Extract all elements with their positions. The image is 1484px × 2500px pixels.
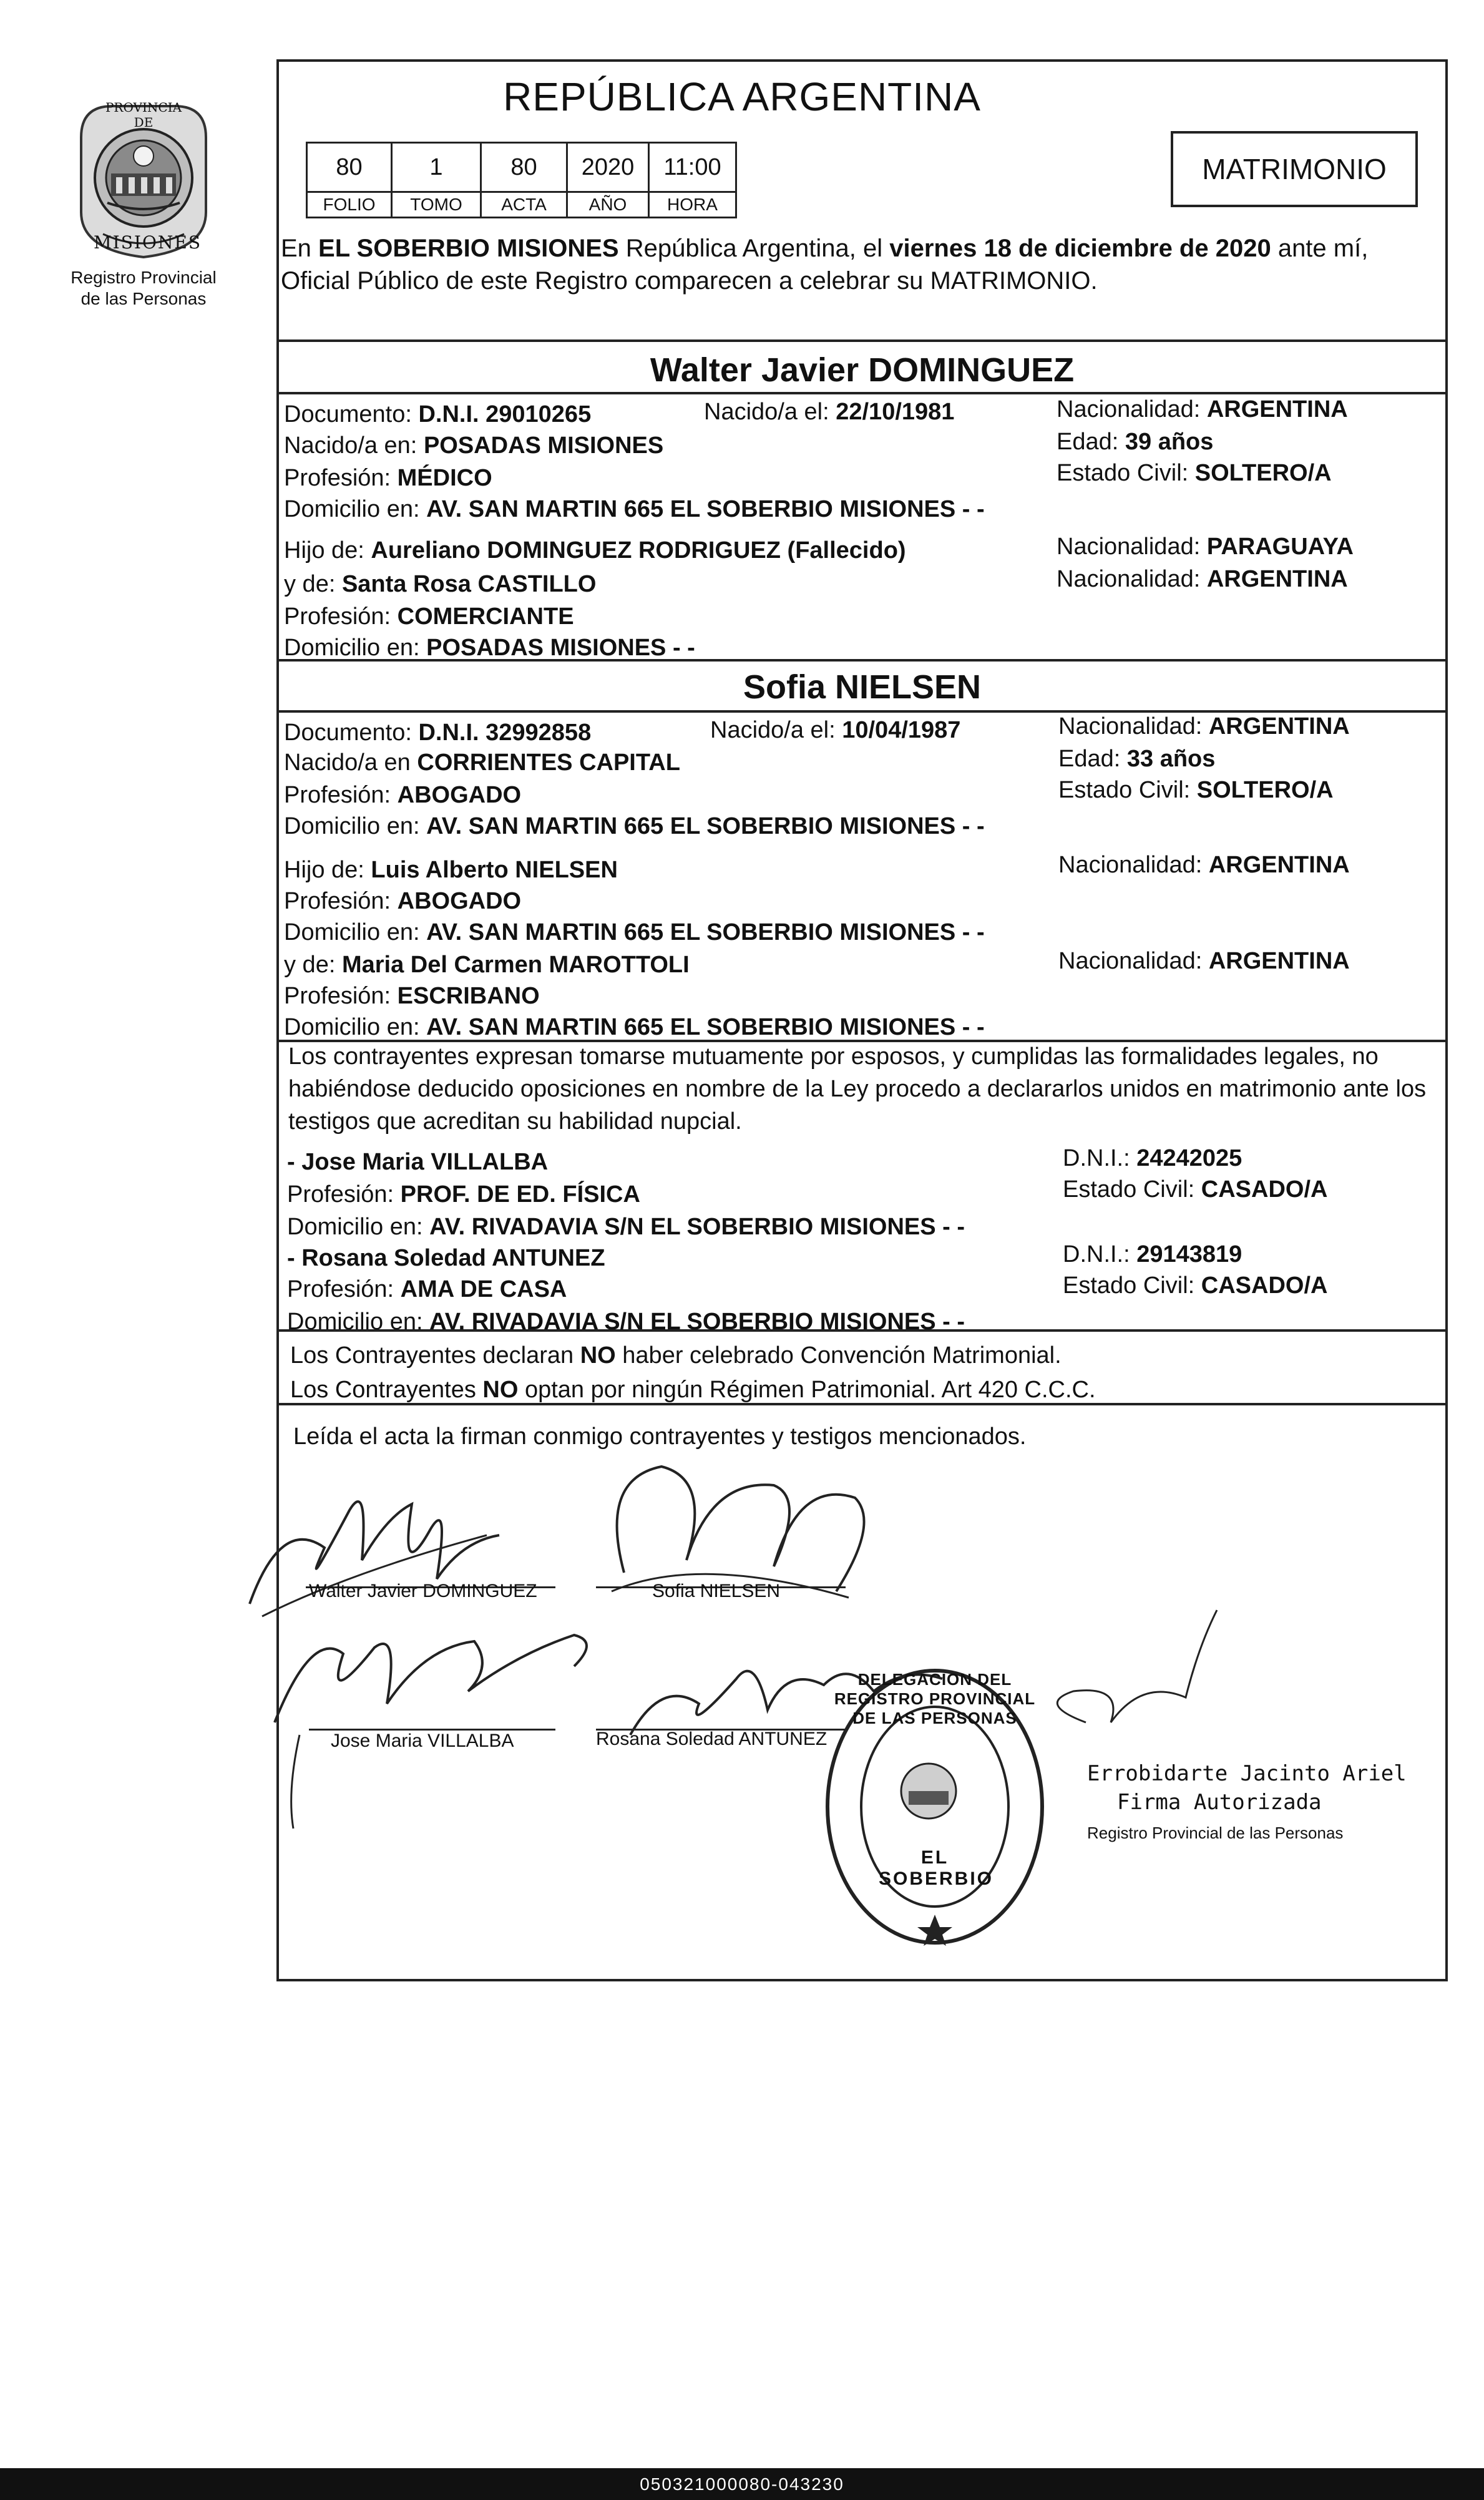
groom-nationality: Nacionalidad: ARGENTINA bbox=[1057, 396, 1348, 422]
tomo-value: 1 bbox=[392, 143, 481, 192]
acta-label: ACTA bbox=[481, 192, 567, 218]
bride-age: Edad: 33 años bbox=[1058, 746, 1216, 772]
handwritten-signatures bbox=[225, 1442, 1223, 1841]
registry-table bbox=[306, 142, 737, 218]
intro-date: viernes 18 de diciembre de 2020 bbox=[889, 235, 1271, 262]
stamp-ring-text: DELEGACION DEL REGISTRO PROVINCIAL DE LAS PERSONAS bbox=[834, 1670, 1036, 1727]
folio-value: 80 bbox=[307, 143, 392, 192]
bride-birthdate: Nacido/a el: 10/04/1987 bbox=[710, 717, 961, 743]
witness-2-dni: D.N.I.: 29143819 bbox=[1063, 1241, 1242, 1267]
groom-father-nationality: Nacionalidad: PARAGUAYA bbox=[1057, 534, 1354, 560]
logo-top-text: PROVINCIA DE bbox=[105, 100, 182, 130]
logo-caption bbox=[37, 267, 250, 310]
witness-1-civil-status: Estado Civil: CASADO/A bbox=[1063, 1176, 1328, 1203]
groom-civil-status: Estado Civil: SOLTERO/A bbox=[1057, 460, 1332, 486]
bride-mother: y de: Maria Del Carmen MAROTTOLI bbox=[284, 952, 690, 978]
logo-caption-line2: de las Personas bbox=[81, 289, 207, 308]
bride-document: Documento: D.N.I. 32992858 bbox=[284, 720, 592, 746]
bride-nationality: Nacionalidad: ARGENTINA bbox=[1058, 713, 1350, 740]
logo-caption-line1: Registro Provincial bbox=[71, 268, 217, 287]
groom-parents-profession: Profesión: COMERCIANTE bbox=[284, 603, 574, 630]
bride-father-domicile: Domicilio en: AV. SAN MARTIN 665 EL SOBERBIO MISIONES - - bbox=[284, 919, 985, 945]
groom-father: Hijo de: Aureliano DOMINGUEZ RODRIGUEZ (Fallecido) bbox=[284, 537, 906, 564]
bride-mother-domicile: Domicilio en: AV. SAN MARTIN 665 EL SOBERBIO MISIONES - - bbox=[284, 1014, 985, 1040]
registry-stamp bbox=[823, 1666, 1047, 1947]
intro-paragraph bbox=[281, 232, 1442, 297]
groom-birthplace: Nacido/a en: POSADAS MISIONES bbox=[284, 432, 664, 459]
groom-name: Walter Javier DOMINGUEZ bbox=[650, 351, 1075, 389]
bride-signature-caption: Sofia NIELSEN bbox=[652, 1581, 781, 1601]
intro-text-2: República Argentina, el bbox=[618, 235, 890, 262]
intro-place: EL SOBERBIO MISIONES bbox=[318, 235, 619, 262]
stamp-center-text: EL SOBERBIO bbox=[879, 1847, 994, 1889]
witness-2-signature-caption: Rosana Soledad ANTUNEZ bbox=[596, 1729, 827, 1749]
closing-statement: Leída el acta la firman conmigo contrayentes y testigos mencionados. bbox=[293, 1423, 1027, 1450]
groom-mother-nationality: Nacionalidad: ARGENTINA bbox=[1057, 566, 1348, 592]
intro-text-3: ante mí, Oficial Público de este Registro comparecen a celebrar su MATRIMONIO. bbox=[281, 235, 1369, 295]
groom-parents-domicile: Domicilio en: POSADAS MISIONES - - bbox=[284, 635, 695, 661]
hora-value: 11:00 bbox=[649, 143, 736, 192]
divider bbox=[276, 339, 1448, 342]
country-title: REPÚBLICA ARGENTINA bbox=[503, 74, 981, 119]
bride-domicile: Domicilio en: AV. SAN MARTIN 665 EL SOBERBIO MISIONES - - bbox=[284, 813, 985, 839]
tomo-label: TOMO bbox=[392, 192, 481, 218]
bride-mother-profession: Profesión: ESCRIBANO bbox=[284, 983, 540, 1009]
witness-1-domicile: Domicilio en: AV. RIVADAVIA S/N EL SOBERBIO MISIONES - - bbox=[287, 1214, 965, 1240]
groom-birthdate: Nacido/a el: 22/10/1981 bbox=[704, 399, 955, 425]
acta-value: 80 bbox=[481, 143, 567, 192]
bride-father-profession: Profesión: ABOGADO bbox=[284, 888, 522, 914]
bride-mother-nationality: Nacionalidad: ARGENTINA bbox=[1058, 948, 1350, 974]
intro-text-1: En bbox=[281, 235, 319, 262]
groom-mother: y de: Santa Rosa CASTILLO bbox=[284, 571, 597, 597]
folio-label: FOLIO bbox=[307, 192, 392, 218]
witness-1-dni: D.N.I.: 24242025 bbox=[1063, 1145, 1242, 1171]
official-office: Registro Provincial de las Personas bbox=[1087, 1824, 1344, 1842]
convention-line-1: Los Contrayentes declaran NO haber celebrado Convención Matrimonial. bbox=[290, 1342, 1062, 1369]
logo-bottom-text: MISIONES bbox=[94, 232, 202, 253]
record-type-box: MATRIMONIO bbox=[1171, 131, 1418, 207]
convention-line-2: Los Contrayentes NO optan por ningún Régimen Patrimonial. Art 420 C.C.C. bbox=[290, 1377, 1096, 1403]
witness-2-domicile: Domicilio en: AV. RIVADAVIA S/N EL SOBERBIO MISIONES - - bbox=[287, 1309, 965, 1335]
witness-1-signature-caption: Jose Maria VILLALBA bbox=[331, 1731, 514, 1751]
bride-father-nationality: Nacionalidad: ARGENTINA bbox=[1058, 852, 1350, 878]
bride-father: Hijo de: Luis Alberto NIELSEN bbox=[284, 857, 618, 883]
anio-label: AÑO bbox=[567, 192, 649, 218]
groom-document: Documento: D.N.I. 29010265 bbox=[284, 401, 592, 427]
groom-profession: Profesión: MÉDICO bbox=[284, 465, 492, 491]
hora-label: HORA bbox=[649, 192, 736, 218]
official-name: Errobidarte Jacinto Ariel bbox=[1087, 1761, 1407, 1786]
bride-birthplace: Nacido/a en CORRIENTES CAPITAL bbox=[284, 750, 680, 776]
witness-1-profession: Profesión: PROF. DE ED. FÍSICA bbox=[287, 1181, 640, 1208]
bride-profession: Profesión: ABOGADO bbox=[284, 782, 522, 808]
witness-2-profession: Profesión: AMA DE CASA bbox=[287, 1276, 567, 1302]
bride-name: Sofia NIELSEN bbox=[743, 668, 982, 706]
anio-value: 2020 bbox=[567, 143, 649, 192]
witness-2-civil-status: Estado Civil: CASADO/A bbox=[1063, 1272, 1328, 1299]
groom-age: Edad: 39 años bbox=[1057, 429, 1214, 455]
groom-signature-caption: Walter Javier DOMINGUEZ bbox=[309, 1581, 537, 1601]
witness-1-name: - Jose Maria VILLALBA bbox=[287, 1149, 549, 1175]
declaration-paragraph: Los contrayentes expresan tomarse mutuamente por esposos, y cumplidas las formalidades legales, no habiéndose deducido oposiciones en nombre de la Ley procedo a declararlos unidos en matrimonio ante los testigos que acreditan su habilidad nupcial. bbox=[288, 1043, 1427, 1135]
witness-2-name: - Rosana Soledad ANTUNEZ bbox=[287, 1245, 605, 1271]
official-role: Firma Autorizada bbox=[1117, 1790, 1322, 1815]
groom-domicile: Domicilio en: AV. SAN MARTIN 665 EL SOBERBIO MISIONES - - bbox=[284, 496, 985, 522]
bride-civil-status: Estado Civil: SOLTERO/A bbox=[1058, 777, 1334, 803]
document-code-strip: 050321000080-043230 bbox=[0, 2468, 1484, 2500]
